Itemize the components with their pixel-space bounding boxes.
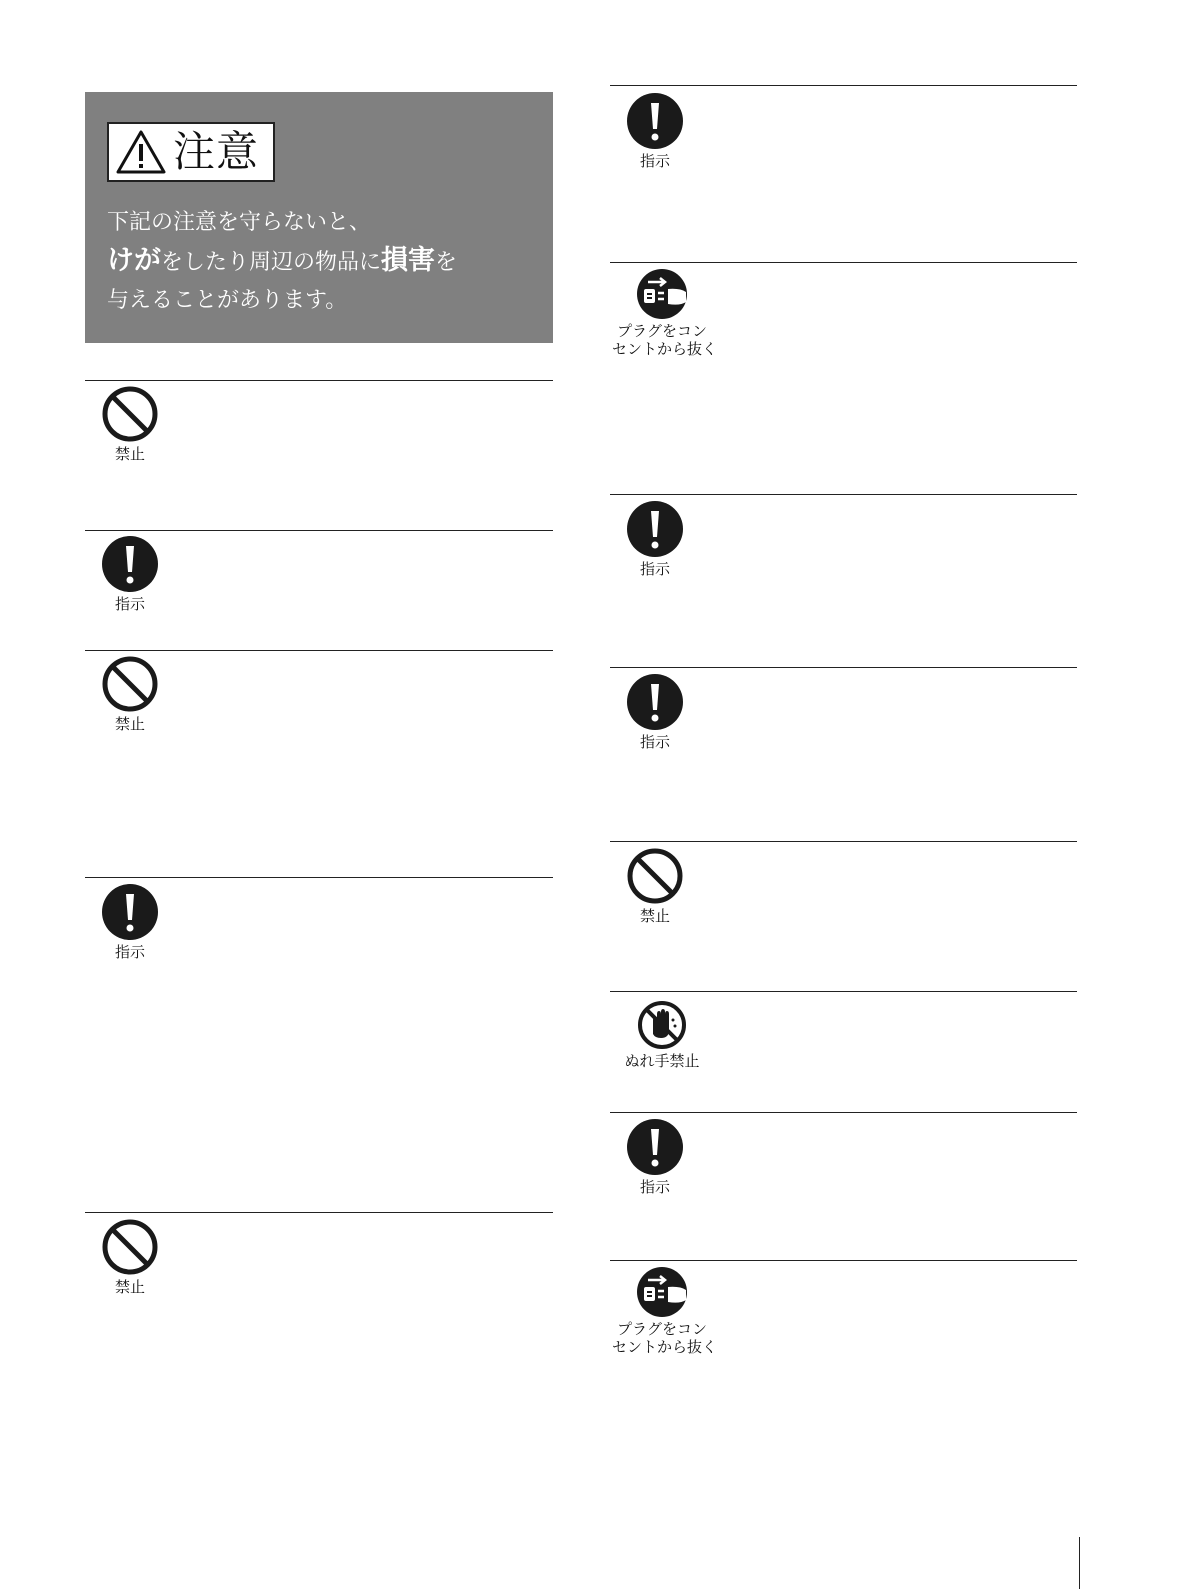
divider bbox=[85, 1212, 553, 1213]
no-wet-hands-item bbox=[612, 1000, 712, 1070]
item-label-line-2: セントから抜く bbox=[612, 1338, 718, 1356]
damage-emphasis: 損害 bbox=[381, 245, 436, 276]
instruction-icon bbox=[101, 883, 159, 941]
divider bbox=[85, 650, 553, 651]
divider bbox=[610, 841, 1077, 842]
instruction-item bbox=[605, 673, 705, 751]
prohibition-item bbox=[605, 847, 705, 925]
divider bbox=[610, 494, 1077, 495]
divider bbox=[85, 877, 553, 878]
item-label: 禁止 bbox=[639, 907, 670, 925]
divider bbox=[610, 667, 1077, 668]
unplug-item bbox=[612, 268, 718, 358]
item-label: 禁止 bbox=[114, 445, 145, 463]
item-label: 指示 bbox=[639, 1178, 670, 1196]
prohibition-icon bbox=[101, 655, 159, 713]
caution-line-1: 下記の注意を守らないと、 bbox=[107, 210, 372, 235]
no-wet-hands-icon bbox=[637, 1000, 687, 1050]
item-label: 指示 bbox=[114, 943, 145, 961]
instruction-item bbox=[605, 92, 705, 170]
item-label: 禁止 bbox=[114, 1278, 145, 1296]
instruction-icon bbox=[626, 500, 684, 558]
divider bbox=[610, 1260, 1077, 1261]
item-label: 禁止 bbox=[114, 715, 145, 733]
caution-line-3: 与えることがあります。 bbox=[107, 288, 348, 313]
caution-banner bbox=[85, 92, 553, 343]
divider bbox=[85, 530, 553, 531]
unplug-icon bbox=[636, 1266, 688, 1318]
prohibition-icon bbox=[101, 1218, 159, 1276]
instruction-icon bbox=[626, 92, 684, 150]
divider bbox=[610, 1112, 1077, 1113]
page-edge-mark bbox=[1079, 1537, 1080, 1589]
warning-triangle-icon bbox=[115, 129, 167, 175]
item-label: 指示 bbox=[639, 733, 670, 751]
caution-line-2: けがをしたり周辺の物品に損害を bbox=[107, 245, 458, 276]
item-label-line-1: プラグをコン bbox=[616, 1320, 707, 1338]
item-label: 指示 bbox=[639, 560, 670, 578]
prohibition-icon bbox=[626, 847, 684, 905]
item-label: 指示 bbox=[639, 152, 670, 170]
instruction-icon bbox=[626, 1118, 684, 1176]
prohibition-item bbox=[80, 655, 180, 733]
injury-emphasis: けが bbox=[107, 245, 161, 276]
caution-title: 注意 bbox=[173, 127, 260, 176]
item-label: ぬれ手禁止 bbox=[624, 1052, 700, 1070]
instruction-item bbox=[80, 535, 180, 613]
instruction-item bbox=[605, 1118, 705, 1196]
prohibition-item bbox=[80, 1218, 180, 1296]
item-label-line-2: セントから抜く bbox=[612, 340, 718, 358]
instruction-item bbox=[605, 500, 705, 578]
divider bbox=[610, 991, 1077, 992]
divider bbox=[610, 262, 1077, 263]
instruction-icon bbox=[101, 535, 159, 593]
instruction-icon bbox=[626, 673, 684, 731]
unplug-icon bbox=[636, 268, 688, 320]
prohibition-icon bbox=[101, 385, 159, 443]
divider bbox=[610, 85, 1077, 86]
prohibition-item bbox=[80, 385, 180, 463]
caution-message bbox=[107, 204, 543, 320]
caution-title-box bbox=[107, 122, 275, 182]
instruction-item bbox=[80, 883, 180, 961]
item-label-line-1: プラグをコン bbox=[616, 322, 707, 340]
item-label: 指示 bbox=[114, 595, 145, 613]
unplug-item bbox=[612, 1266, 718, 1356]
divider bbox=[85, 380, 553, 381]
